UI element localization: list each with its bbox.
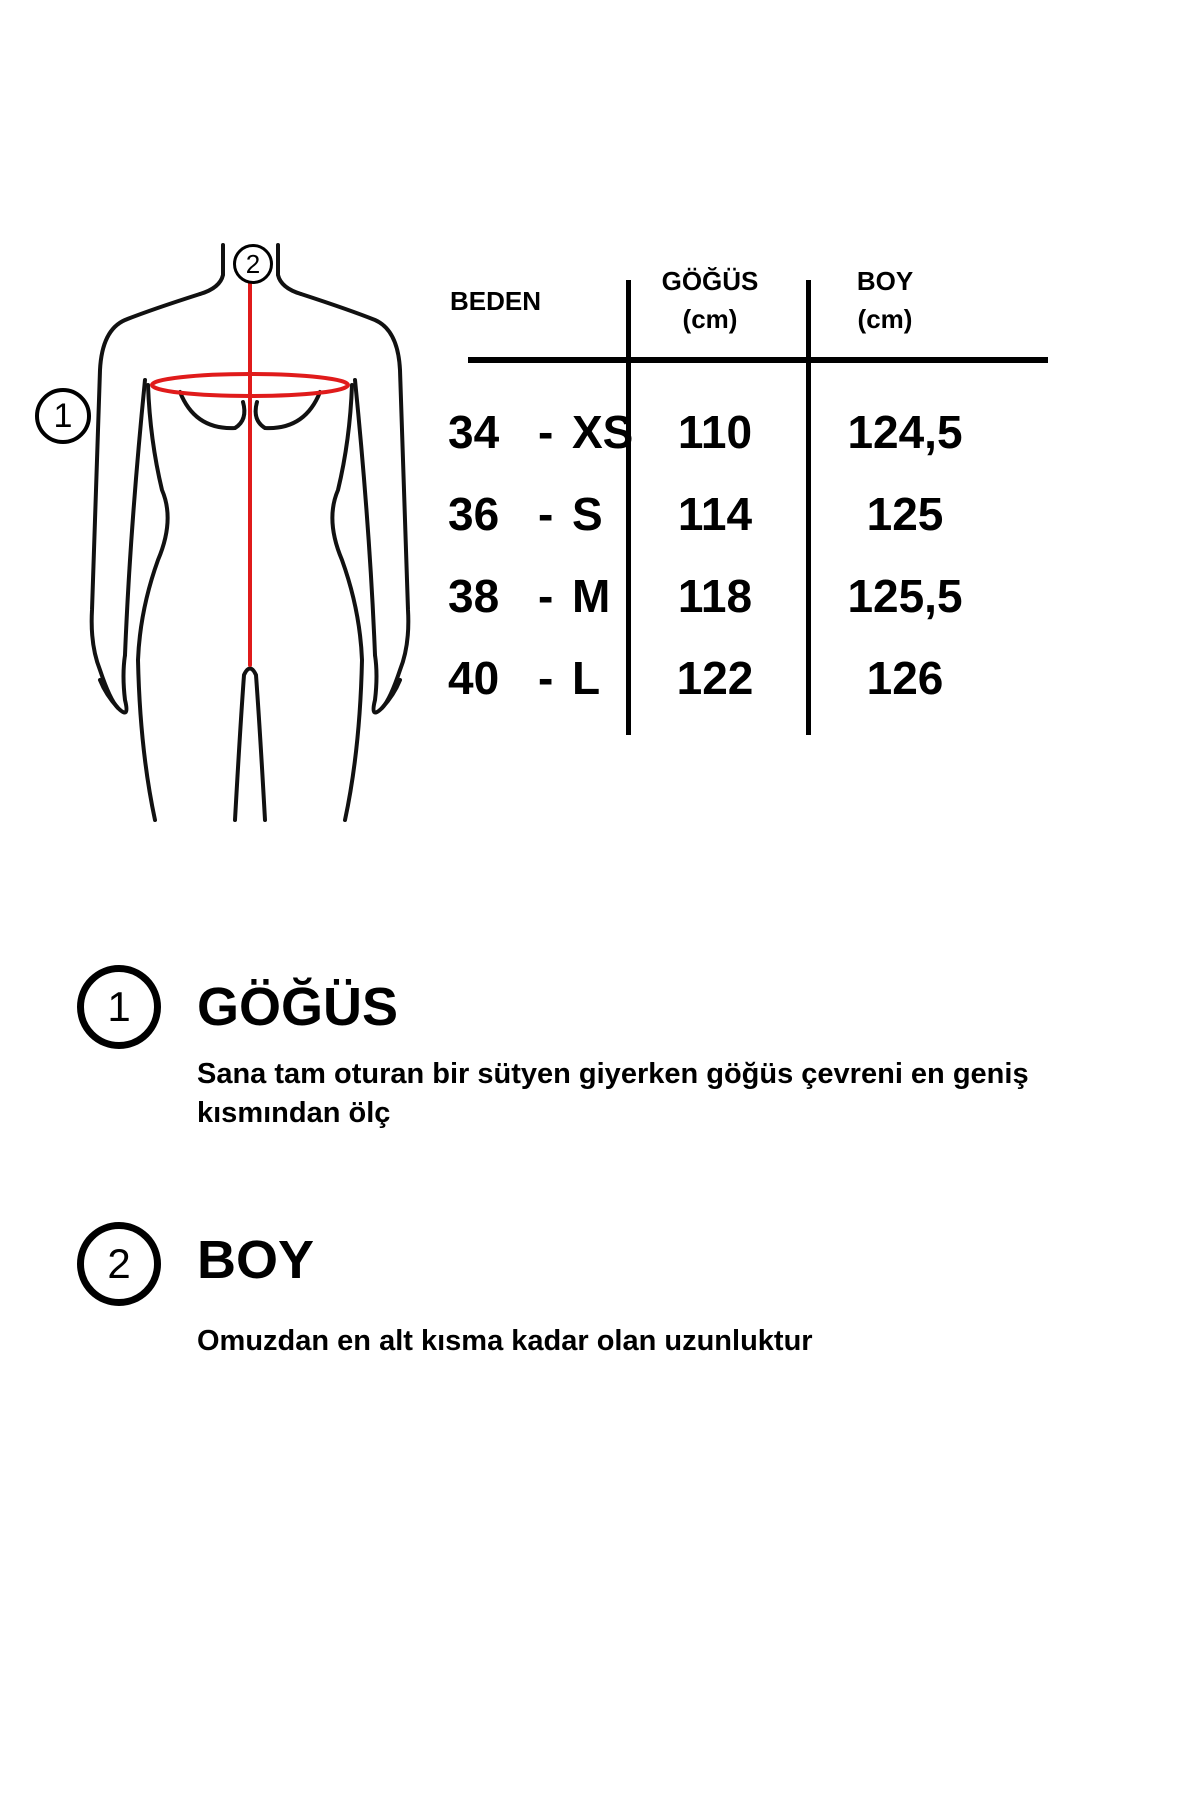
size-letter: S <box>572 488 603 540</box>
size-letter: L <box>572 652 601 704</box>
right-arm-outer-outline <box>301 294 408 708</box>
size-dash: - <box>538 488 554 540</box>
table-row-size <box>448 568 610 624</box>
table-row-length: 126 <box>866 652 944 704</box>
table-row-chest: 122 <box>676 652 754 704</box>
body-measurement-figure <box>30 230 420 830</box>
legend-badge-2: 2 <box>77 1222 161 1306</box>
header-chest: GÖĞÜS <box>661 266 759 296</box>
table-row-length: 124,5 <box>847 406 963 458</box>
legend-title-length: BOY <box>197 1230 315 1290</box>
size-dash: - <box>538 570 554 622</box>
size-dash: - <box>538 652 554 704</box>
torso-left-outline <box>138 385 168 820</box>
size-letter: XS <box>572 406 634 458</box>
size-number: 34 <box>448 406 500 458</box>
table-row-size <box>448 486 603 542</box>
torso-right-outline <box>332 385 362 820</box>
table-row-chest: 110 <box>677 406 753 458</box>
legend-desc-length: Omuzdan en alt kısma kadar olan uzunluktur <box>197 1325 813 1357</box>
header-length: BOY <box>856 266 914 296</box>
header-chest-unit: (cm) <box>682 304 738 334</box>
table-row-size <box>448 404 633 460</box>
neck-left-outline <box>200 245 223 294</box>
table-row-chest: 114 <box>677 488 753 540</box>
size-letter: M <box>572 570 611 622</box>
header-size: BEDEN <box>450 286 542 316</box>
chest-marker-badge: 1 <box>35 388 91 444</box>
left-arm-outer-outline <box>92 294 200 708</box>
header-length-unit: (cm) <box>857 304 913 334</box>
size-number: 38 <box>448 570 500 622</box>
legend-badge-1: 1 <box>77 965 161 1049</box>
legend-title-chest: GÖĞÜS <box>197 977 399 1037</box>
table-row-chest: 118 <box>677 570 753 622</box>
legs-inner-outline <box>235 669 265 821</box>
header-divider-line <box>468 357 1048 363</box>
legend-desc-chest: Sana tam oturan bir sütyen giyerken göğüs çevreni en geniş kısmından ölç <box>197 1058 1029 1129</box>
size-number: 40 <box>448 652 500 704</box>
length-marker-badge: 2 <box>233 244 273 284</box>
table-row-size <box>448 650 600 706</box>
table-row-length: 125 <box>866 488 944 540</box>
size-number: 36 <box>448 488 500 540</box>
neck-right-outline <box>278 245 301 294</box>
column-divider-2 <box>806 280 811 735</box>
table-row-length: 125,5 <box>847 570 963 622</box>
body-outline-illustration <box>30 230 420 830</box>
size-dash: - <box>538 406 554 458</box>
